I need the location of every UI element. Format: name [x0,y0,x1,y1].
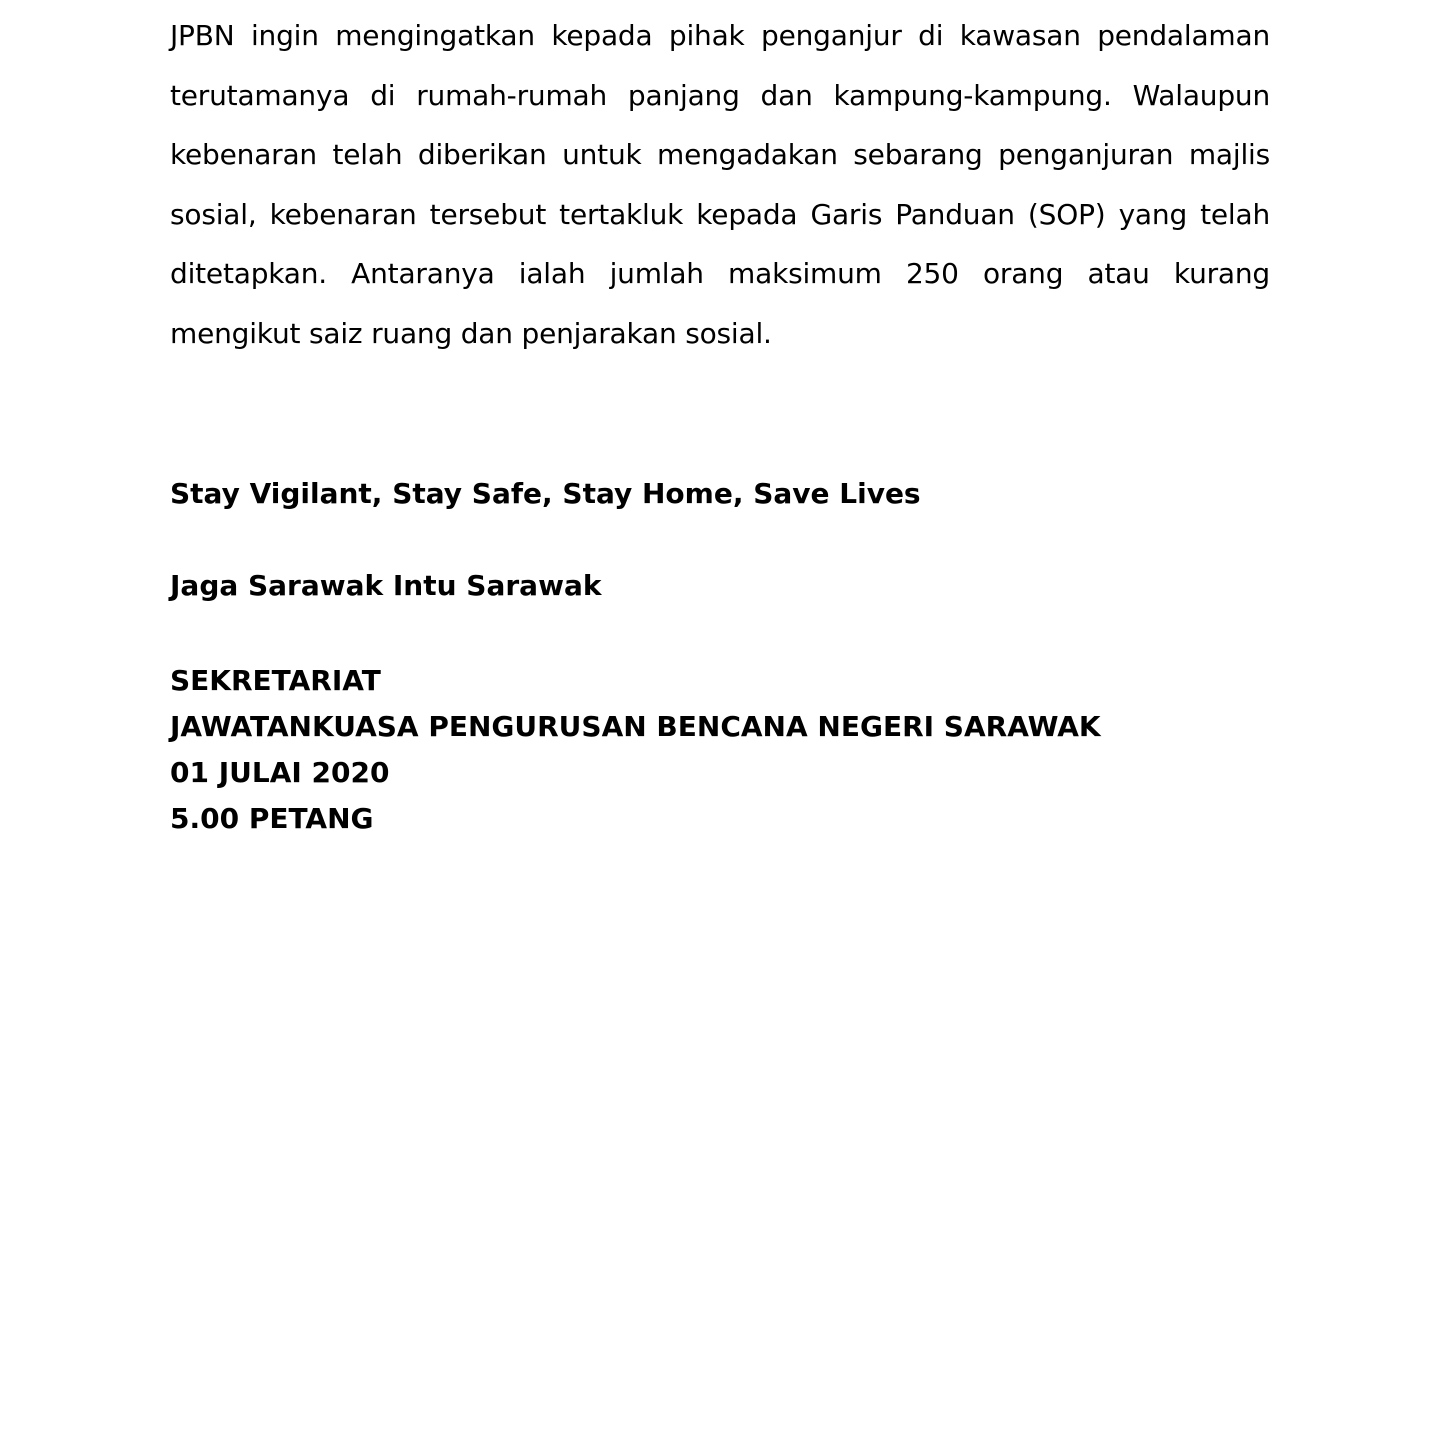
document-page [170,0,1270,835]
signature-time: 5.00 PETANG [170,802,374,835]
slogan-stay-vigilant: Stay Vigilant, Stay Safe, Stay Home, Save Lives [170,477,921,510]
signature-block [170,658,1101,842]
signature-committee-name: JAWATANKUASA PENGURUSAN BENCANA NEGERI SARAWAK [170,710,1101,743]
signature-date: 01 JULAI 2020 [170,756,390,789]
body-paragraph: JPBN ingin mengingatkan kepada pihak penganjur di kawasan pendalaman terutamanya di rumah-rumah panjang dan kampung-kampung. Walaupun kebenaran telah diberikan untuk mengadakan sebarang penganjuran majlis sosial, kebenaran tersebut tertakluk kepada Garis Panduan (SOP) yang telah ditetapkan. Antaranya ialah jumlah maksimum 250 orang atau kurang mengikut saiz ruang dan penjarakan sosial. [170,19,1270,350]
signature-secretariat: SEKRETARIAT [170,664,381,697]
slogan-jaga-sarawak: Jaga Sarawak Intu Sarawak [170,569,602,602]
